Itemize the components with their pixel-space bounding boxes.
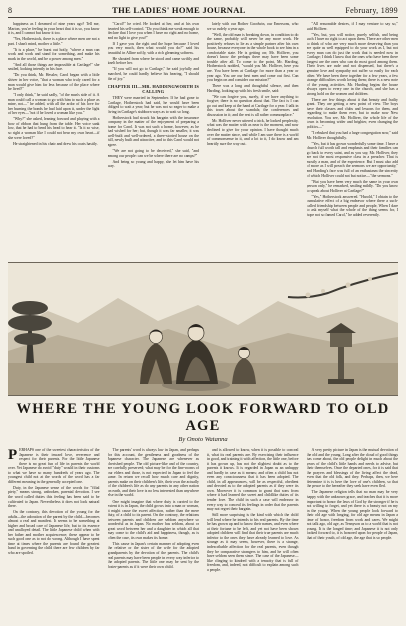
paragraph: One might imagine that where duty is carried to the extent it is in Japan, the child grows into a man or woman, it might cause the sweet affection, rather than the mere duty, of a child to its parent. On the contrary, the relations between parents and children are seldom anywhere so wonderful as in Japan. No mother has seldom, about or great word between her and a daughter in which all that may come to the child's aid and happiness, though, as is often the case, its own makes its home. (107, 499, 199, 540)
paragraph: THEY were married in September. If he had gone to Cartlage, Hotherstock had said, he would have been obliged to wait a year; but he was not so eager to make a living in Cartlage's stubborn ways as to wait so long. (107, 96, 199, 114)
magazine-title: THE LADIES' HOME JOURNAL (112, 5, 246, 15)
paragraph: "If you will not go to Cartlage," he said joyfully and marched, he could hardly believe his hearing, "I should die of joy." (107, 67, 199, 81)
paragraph: "Yes, but, you will notice, purely selfish, and being such I have no right to act upon them. There are other men to think of who are very much more deserving than you are quite as well equipped to do your work as I, but not every man can do just the work that is needed now in Cartlage; I think I know that the ones who have been there longest are the ones who can do most good among them. Their lives are rude and not dispensed, but there's a genuine love and sympathy not suffer so easily for each other. We have been there together for a few years, a few strange difficulties worth loving them; there is a new note of the young activities. Mr. Harding begins the house always open to every one in the church, and she has a strong hold on the women and children. (306, 32, 398, 96)
opening-paragraph (8, 448, 100, 484)
paragraph: "Yes, Hotherstock, there is a place where men are not a part. I shan't mind, mother a little." (8, 37, 100, 46)
upper-column-3 (207, 22, 299, 260)
paragraph: "It is a place," he burst out hotly, "where a man can work and work and stand for something, and make his mark in the world, and be a power among men." (8, 47, 100, 61)
paragraph: "We can forgive you, surely, if we have anything to forgive; there is no question about that. The fact is I can go out and keep at the hand at Cartlage for a year. I talk in this town about the scandals; the conferences and discussion in it; and the rest is all rather commonplace." (207, 94, 299, 117)
paragraph: "Yes, but it has grown wonderfully some time. I have a church full worth tall and emphasis and their families can go back to every saint, and as you say, Mr. Holliver, they are not the most responsive class in a preacher. That is mostly a man, and of the experience. But I must also add of more as I will preach the sermons we are opportunity," and Harding's face was full of an enthusiasm the sincerity of which Holliver could not but notice—"the sermons." (306, 141, 398, 178)
paragraph: Duty, in the Japanese sense of the words for "filial piety," means strong, unbroken, parental devotion. I see the word called duties this feeling has been said to be cultivated to Japan. Nevertheless it does not look natural there. (8, 485, 100, 509)
paragraph: and is allowed to know, when it is possible to conceal it, what its real parents are. By exercising their influence in good, and training it with affection, the little one, before it has grown up, has not the slightest doubt as to the parents it knows. It is regarded in Japan as an unhappy and hardly in case as it means; and often a child has not even any consciousness that it has been adopted. The child, in all appearances, will be as respectful, obedient and devoted as to the adopted parents as if they were its own. Moreover it is common to grant that sons from where it had learned the sweet and childlike duties of its tender love. The child in such a case will endeavor in every way to conceal its feelings in order that the parents may not regret their bargain. (207, 448, 299, 512)
paragraph-text: ERHAPS one of the sweetest characteristics of the Japanese is their inward love, reverence and respect for their parents. For the little Japanese there is no great fun of life in parents the world over. Yet Japanese do avoid "duty" would in their customs to what we have so many hundreds of years ago. The youngest child not at the words of the word has a far different meaning in the generally accepted one. (8, 448, 100, 484)
paragraph: "I rebuked that you had a large congregation now," said Mr. Holliver thoughtfully. (306, 131, 398, 140)
paragraph: "Why?" she asked, leaning forward and playing with a bow of ribbon that hung from the table. Her voice sank low, that he had to bend his head to hear it. "Is it so wise, so right a woman like I could not bear my own heart—if she were loved?" (8, 117, 100, 140)
lower-column-4 (307, 448, 399, 626)
story-title: WHERE THE YOUNG LOOK FORWARD TO OLD AGE (16, 401, 390, 434)
lower-column-2 (108, 448, 200, 626)
page-header (8, 5, 398, 18)
japanese-scene-illustration (8, 263, 398, 395)
paragraph: On the contrary, this devotion of the young for the adults—the adoration of the parent by the child—becomes almost a real and manifest. It seems to be something at higher and broad care of Japanese life, but to its essence and unalloyed detail. The little Japanese child when with her father and mother acquiescence; these appear to be such good one as to not do wrong. Although I have spent time at times where the parents are found the greatest hand in governing the child there are few children by far who are spoiled. (8, 510, 100, 556)
paragraph: Hotherstock had struck his bargain with the insurance company in the matter of the enjoyment of preparing a home for Carol. It was not such a home, however, as he had wished for her; but, though it was far smaller, it was well-built and well-ordered, a three-storied house on the hill, newly built and attractive, and to this Carol would not agree. (107, 115, 199, 148)
chapter-heading: CHAPTER III—MR. HADDINGWORTH IS CALLING (107, 84, 199, 95)
paragraph: lately with our Bother Goodwin, our Emersons, who we so rudely a year ago. (207, 22, 299, 31)
paragraph: "We are not going to be deceived," she said, "and among our people: can we be where there are no camps?" (107, 149, 199, 158)
upper-text-columns (8, 22, 398, 260)
paragraph: And being so young and happy, she let him have his way. (107, 159, 199, 169)
upper-column-1 (8, 22, 100, 260)
story-byline: By Onoto Watanna (178, 436, 228, 443)
story-illustration (8, 262, 398, 396)
drop-cap: P (8, 448, 18, 463)
page-number: 8 (8, 6, 13, 15)
lower-column-1 (8, 448, 100, 626)
paragraph: If I gave you the right and the hope because I loved you very much, then what would you do?" said his beautiful in Alline softly, with a rich gleaming softness. (107, 41, 199, 55)
paragraph: happiness as I dreamed of nine years ago? Tell me, Marion, you're feeling in your heart that it is so, you know it is, and I cannot but know it too. (8, 22, 100, 36)
paragraph: The Japanese religion tells that no man may be very happy with the unknown grace, and teaches that it is more important to honor the laws of God by the stronger if he is not willing to forget, and yet there is a beauty not on my in the young. When the young people look forward to their old age with longing, for old age means in Japan a time of honor, freedom from work and cares. We might not talk ago, old age, as Tennyson as to a world that is not young. It is the longed time; and Japanese it is not only looked forward to, it is honored upon for people of Japan, that of their youth, of old age, the age that is so people. (306, 490, 398, 540)
paragraph: The parents' word is always law in Japan, and perhaps for this account, the gentleness and goodness of the Japanese character. The Japanese are whenever as cherished people. The old picture-like and of the country, are carefully preserved; what may be for the fine-rooms of our elders and those, is not expected in Japan to feel the same. In return we recall how much care and dignity, parents make on their children's life, their own the actually of the children's life as do any parents in any other nation on earth, and their love is no less interested than anywhere else in the world. (107, 448, 199, 498)
paragraph: "But you have been very much the same in your own person only," he remarked, smiling mildly. "Do you know to speak about Holliver at Cartlage?" (306, 179, 398, 193)
paragraph: "And all those things are impossible at Cartlage!" she smiled, looking intently in his face. (8, 62, 100, 72)
paragraph: Still more surprising is the kind with which the child will lend where he intends to his real parents. By the time he has grown up and to know their names, and even where at their fortune to be left, and yet not have been shown adopted children will find that their true parents are much inferior to the ones they have already learned to love. As strange as it may seem, however, there is a strange, indescribable affection for the real parents, even though they be comparative strangers to him, and he will often have seldom seen them since. The case of the Japanese—like clinging to kindred with a tenacity that is full of freedom, and, indeed, not difficult to explain among such a people. (207, 513, 299, 572)
paragraph: "I only think," he said sadly, "of the man's side of it. A man could call a woman to go with him to such a place as mine, not—" he added, with all the ardor of his love for her burning the bonds he had laid upon it, under the light of her eyes—"not if he loved a woman like you." (8, 93, 100, 116)
paragraph: "Do you think, Mr. Hessler, Carol began with a little shiver in her voice, "that a woman who truly cared for a man would give him far less because of the place where he lived?" (8, 73, 100, 92)
paragraph: Mr. Holliver never uttered a trick, he looked perplexity, what was the matter with as near is the moment, and now declined to give for your opinion. I have thought much over the matter since, and while I am sure there is a world of commonsense in it, and a lot to it, I do know and am heartily sure the way out. (207, 118, 299, 146)
paragraph: He shouted from where he stood and came swiftly and knelt before her. (107, 56, 199, 66)
paragraph: A very pretty picture in Japan is the mutual devotion of the old and the young. Long after the cloud of good things has come about, the old people delight in much about the years of the child's little hands and needs to advise, but their themselves. Once the departed ones, for it is said that the prayers and blessings of the living affect the dead, even that the old folk, and they. Perhaps, then, we here determine it is is here the love of one's children, so that the peace to the hereafter they seek have even fled. (306, 448, 398, 489)
paragraph: "Yes," Hotherstock answered. "Harold," I obtain to the cumulative effect of a big endeavor where there a such-called friendship between people and people, When I dare to ask myself what the whole of the thing seems for, I hope not so famed Carol," he added reverently. (306, 194, 398, 217)
paragraph: "All reasonable desires, if I may venture to say so," said Holliver. (306, 22, 398, 31)
issue-date: February, 1899 (345, 6, 398, 15)
upper-column-2 (108, 22, 200, 260)
paragraph: "Carol!" he cried. He looked at her, and at his own hearted his self-control. "Do you think me weak enough to declare that I love you when I have no right and no home, and no light to give you?" (107, 22, 199, 40)
paragraph: "Well, the old man is breaking down, in condition to do the same, probably will never be any more work. He positively refuses to lie as a simple partner after his own house, because everyone in the whole book to see him in a comfortable state. He is getting on; Mr. Holliver, you doesn't know the perhaps there may have been some trouble after all. To come to the point, Mr. Harding, Hotherstock nodded, "would you Mr. Holliver, here you are. You have been at Cartlage for more than a year or year ago. You are our best men and come out first. Can you begin on and consider our mission?" (207, 32, 299, 83)
paragraph: There are few things about it that beauty and frailty grant. They are getting a new point of view. The boys have their classes and clubs and lessons for them, and regarding to make them ever, but to make now New resolution. You see, Mr. Holliver, the whole life of the town is becoming wider and brighter, even changing the politics—" (306, 97, 398, 130)
lower-text-columns (8, 448, 398, 626)
paragraph: This cause in Japan's certain manner of adopting even the relative or the sister of the wife for the adopted grandparents by the devotion of the parents. The child's real parents may have been people in every way inferior to the adopted parents. The little one may be sent by the foster-parents as if it were their own child. (107, 541, 199, 569)
paragraph: There was a long and thoughtful silence, and then Harding, looking up with his fresh smile, said: (207, 84, 299, 93)
lower-column-3 (207, 448, 299, 626)
paragraph: He straightened in his chair and drew his coats hastily. (13, 141, 98, 146)
upper-column-4 (307, 22, 399, 260)
